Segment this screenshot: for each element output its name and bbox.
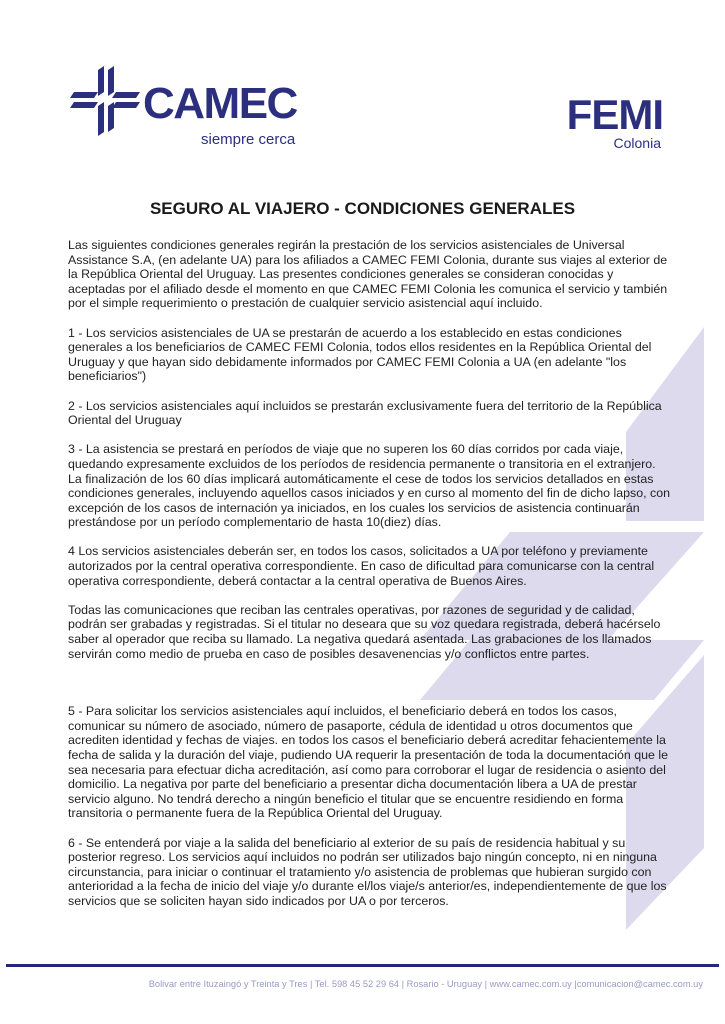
paragraph-intro: Las siguientes condiciones generales regirán la prestación de los servicios asistenciales de Universal Assistance S.A, (en adelante UA) para los afiliados a CAMEC FEMI Colonia, durante sus viajes al exterior de la República Oriental del Uruguay. Las presentes condiciones generales se consideran conocidas y aceptadas por el afiliado desde el momento en que CAMEC FEMI Colonia les comunica el servicio y también por el simple requerimiento o prestación de cualquier servicio asistencial aquí incluido. [68, 238, 668, 311]
paragraph-1: 1 - Los servicios asistenciales de UA se prestarán de acuerdo a los establecido en estas condiciones generales a los beneficiarios de CAMEC FEMI Colonia, todos ellos residentes en la República Oriental del Uruguay y que hayan sido debidamente informados por CAMEC FEMI Colonia a UA (en adelante "los beneficiarios") [68, 325, 652, 384]
document-title: SEGURO AL VIAJERO - CONDICIONES GENERALES [149, 199, 576, 218]
camec-logo-wordmark: CAMEC [143, 79, 297, 128]
paragraph-2: 2 - Los servicios asistenciales aquí incluidos se prestarán exclusivamente fuera del territorio de la República Oriental del Uruguay [68, 398, 662, 428]
camec-logo-tagline: siempre cerca [201, 131, 296, 148]
paragraph-6: 6 - Se entenderá por viaje a la salida del beneficiario al exterior de su país de residencia habitual y su posterior regreso. Los servicios aquí incluidos no podrán ser utilizados bajo ningún concepto, ni en ninguna circunstancia, para iniciar o continuar el tratamiento y/o asistencia de problemas que hubieran surgido con anterioridad a la fecha de inicio del viaje y/o durante el/los viaje/s anterior/es, independientemente de que los servicios que se soliciten hayan sido indicados por UA o por terceros. [68, 835, 667, 908]
paragraph-3: 3 - La asistencia se prestará en períodos de viaje que no superen los 60 días corridos por cada viaje, quedando expresamente excluidos de los períodos de residencia permanente o transitoria en el extranjero. La finalización de los 60 días implicará automáticamente el cese de todos los servicios detallados en estas condiciones generales, incluyendo aquellos casos iniciados y en curso al momento del fin de dicho lapso, con excepción de los casos de internación ya iniciados, en los cuales los servicios de asistencia continuarán prestándose por un período complementario de hasta 10(diez) días. [68, 442, 670, 530]
femi-logo-wordmark: FEMI [566, 91, 663, 138]
camec-logo [68, 66, 308, 152]
femi-logo [523, 91, 663, 154]
paragraph-4: 4 Los servicios asistenciales deberán ser, en todos los casos, solicitados a UA por teléfono y previamente autorizados por la central operativa correspondiente. En caso de dificultad para comunicarse con la central operativa correspondiente, deberá contactar a la central operativa de Buenos Aires. [68, 544, 655, 588]
document-body [68, 238, 672, 923]
paragraph-4-recordings: Todas las comunicaciones que reciban las centrales operativas, por razones de seguridad y de calidad, podrán ser grabadas y registradas. Si el titular no deseara que su voz quedara registrada, deberá hacérselo saber al operador que reciba su llamado. La negativa quedará asentada. Las grabaciones de los llamados servirán como medio de prueba en caso de posibles desavenencias y/o conflictos entre partes. [68, 602, 661, 661]
camec-cross-icon [68, 66, 140, 136]
femi-logo-subtitle: Colonia [613, 135, 661, 151]
footer-contact-info: Bolivar entre Ituzaingó y Treinta y Tres | Tel. 598 45 52 29 64 | Rosario - Uruguay | www.camec.com.uy |comunicacion@camec.com.uy [148, 979, 703, 989]
paragraph-5: 5 - Para solicitar los servicios asistenciales aquí incluidos, el beneficiario deberá en todos los casos, comunicar su número de asociado, número de pasaporte, cédula de identidad u otros documentos que acrediten identidad y fechas de viajes. en todos los casos el beneficiario deberá acreditar fehacientemente la fecha de salida y la duración del viaje, pudiendo UA requerir la presentación de toda la documentación que le sea necesaria para efectuar dicha acreditación, así como para corroborar el lugar de residencia o asiento del domicilio. La negativa por parte del beneficiario a presentar dicha documentación libera a UA de prestar servicio alguno. No tendrá derecho a ningún beneficio el titular que se encuentre residiendo en forma transitoria o permanente fuera de la República Oriental del Uruguay. [68, 704, 668, 821]
footer-divider [6, 964, 719, 967]
